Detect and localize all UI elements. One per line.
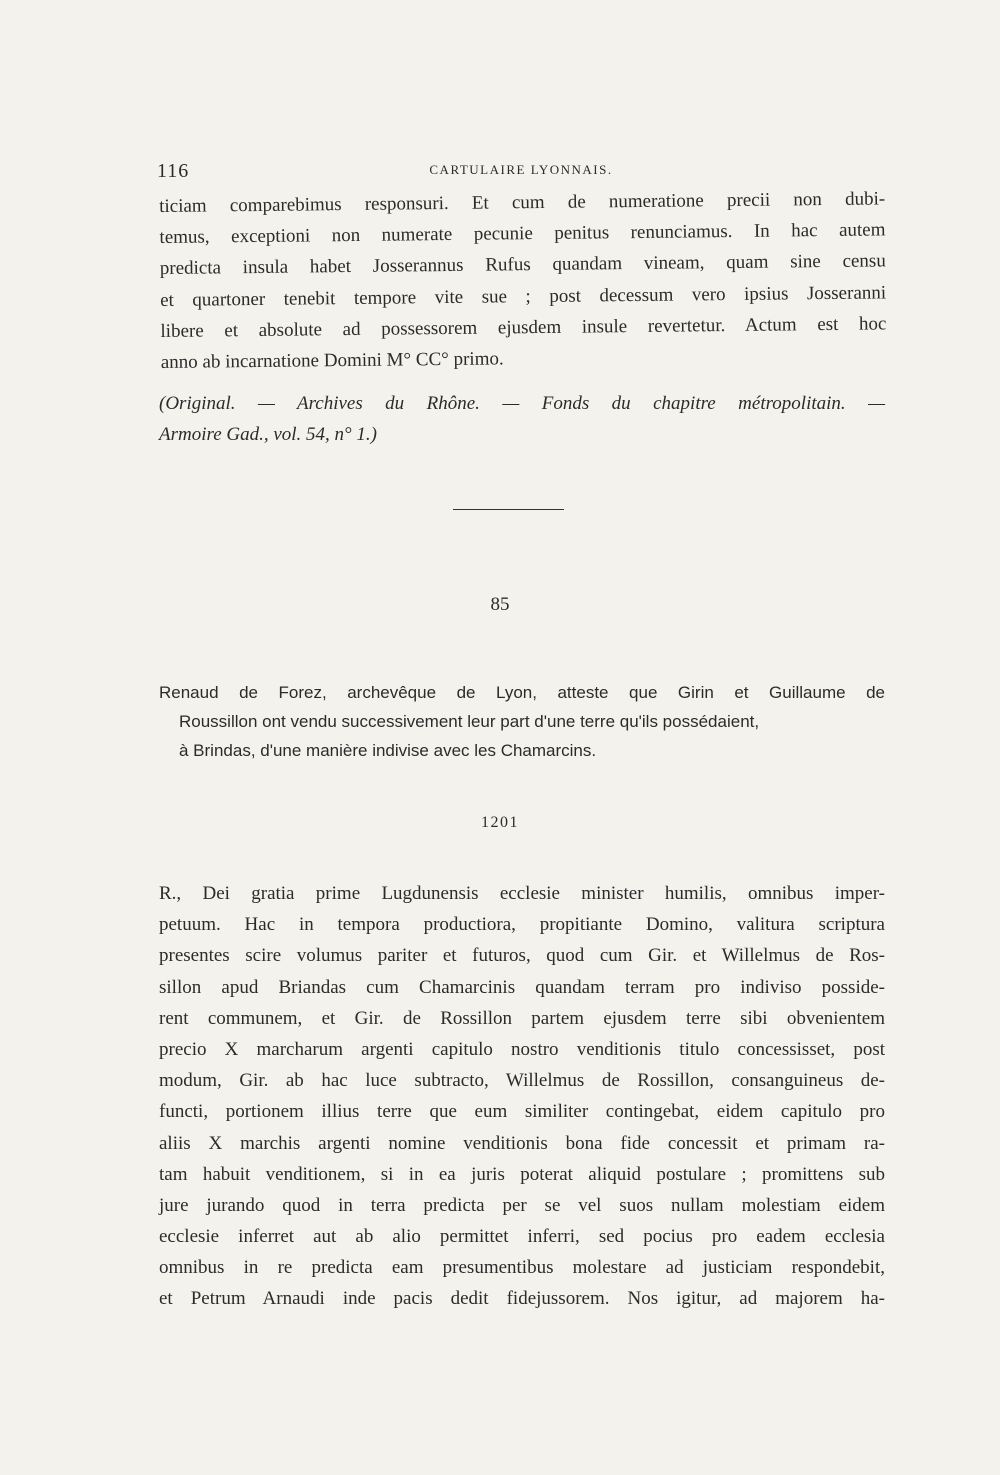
text-line: rent communem, et Gir. de Rossillon partem ejusdem terre sibi obvenientem	[159, 1007, 885, 1029]
text-line: petuum. Hac in tempora productiora, propitiante Domino, valitura scriptura	[159, 914, 885, 936]
text-line: jure jurando quod in terra predicta per se vel suos nullam molestiam eidem	[159, 1194, 885, 1216]
document-text	[159, 878, 885, 1315]
text-line: sillon apud Briandas cum Chamarcinis quandam terram pro indiviso posside-	[159, 976, 885, 998]
text-line: presentes scire volumus pariter et futuros, quod cum Gir. et Willelmus de Ros-	[159, 945, 885, 967]
continuation-paragraph	[159, 183, 887, 378]
text-line: ticiam comparebimus responsuri. Et cum de numeratione precii non dubi-	[159, 188, 886, 217]
summary-line: Renaud de Forez, archevêque de Lyon, atteste que Girin et Guillaume de	[159, 683, 885, 702]
text-line: aliis X marchis argenti nomine venditionis bona fide concessit et primam ra-	[159, 1132, 885, 1154]
source-line: Armoire Gad., vol. 54, n° 1.)	[159, 424, 377, 445]
document-date: 1201	[481, 814, 519, 831]
text-line: temus, exceptioni non numerate pecunie penitus renunciamus. In hac autem	[159, 219, 886, 249]
text-line: libere et absolute ad possessorem ejusdem insule revertetur. Actum est hoc	[160, 313, 887, 342]
document-summary	[159, 678, 885, 765]
summary-line: à Brindas, d'une manière indivise avec les Chamarcins.	[179, 741, 597, 760]
text-line: anno ab incarnatione Domini M° CC° primo.	[160, 348, 504, 373]
text-line: precio X marcharum argenti capitulo nostro venditionis titulo concessisset, post	[159, 1038, 885, 1060]
source-note	[159, 388, 885, 450]
text-line: et Petrum Arnaudi inde pacis dedit fidejussorem. Nos igitur, ad majorem ha-	[159, 1288, 885, 1310]
text-line: predicta insula habet Josserannus Rufus quandam vineam, quam sine censu	[159, 250, 886, 280]
text-line: ecclesie inferret aut ab alio permittet inferri, sed pocius pro eadem ecclesia	[159, 1226, 885, 1248]
text-line: tam habuit venditionem, si in ea juris poterat aliquid postulare ; promittens sub	[159, 1163, 885, 1185]
text-line: modum, Gir. ab hac luce subtracto, Willelmus de Rossillon, consanguineus de-	[159, 1070, 885, 1092]
text-line: functi, portionem illius terre que eum similiter contingebat, eidem capitulo pro	[159, 1101, 885, 1123]
summary-line: Roussillon ont vendu successivement leur part d'une terre qu'ils possédaient,	[179, 712, 760, 731]
source-line: (Original. — Archives du Rhône. — Fonds du chapitre métropolitain. —	[159, 393, 885, 414]
document-number: 85	[490, 594, 510, 615]
text-line: omnibus in re predicta eam presumentibus molestare ad justiciam respondebit,	[159, 1257, 885, 1279]
page-number: 116	[157, 160, 190, 182]
text-line: R., Dei gratia prime Lugdunensis ecclesie minister humilis, omnibus imper-	[159, 883, 885, 904]
running-title: CARTULAIRE LYONNAIS.	[429, 162, 613, 177]
section-divider	[453, 509, 564, 510]
text-line: et quartoner tenebit tempore vite sue ; post decessum vero ipsius Josseranni	[160, 281, 887, 311]
running-head	[157, 158, 885, 188]
